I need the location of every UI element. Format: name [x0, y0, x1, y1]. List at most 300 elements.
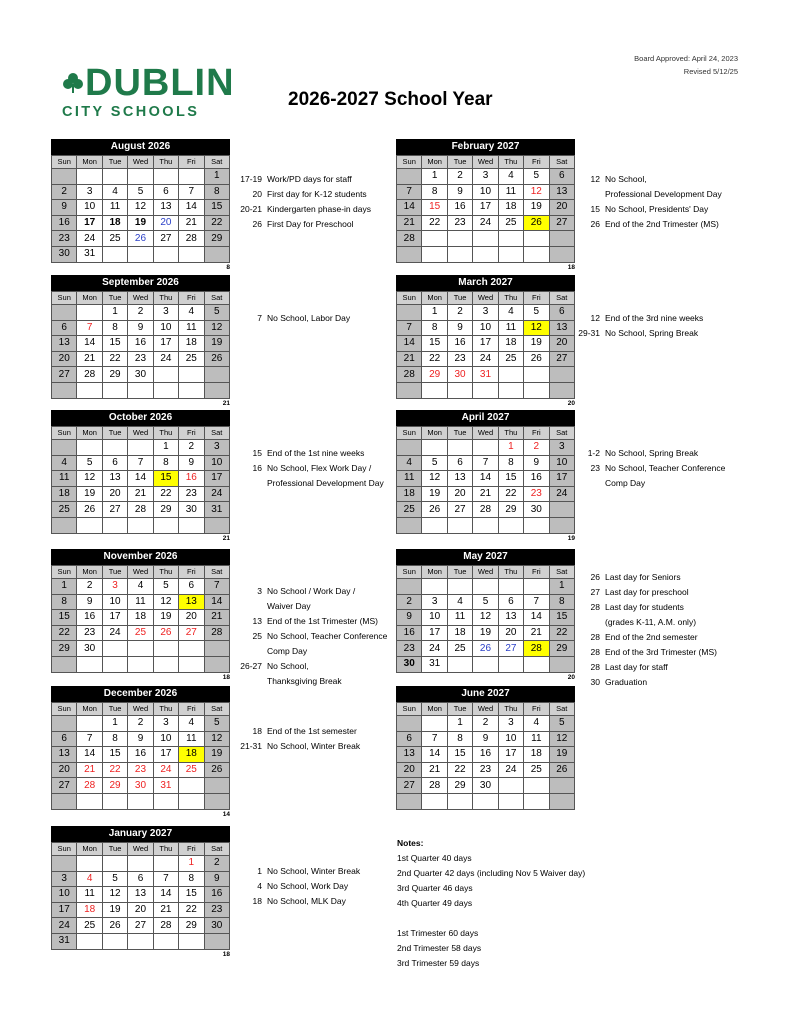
event-description: End of the 3rd nine weeks: [605, 313, 704, 323]
weekday-header: Fri: [179, 566, 204, 579]
day-cell: 6: [549, 169, 574, 185]
event-date: 26: [252, 219, 262, 229]
day-cell: 8: [549, 594, 574, 610]
day-cell: 2: [77, 579, 102, 595]
day-cell: [204, 793, 229, 809]
day-cell: [179, 656, 204, 672]
day-cell: 5: [204, 305, 229, 321]
event-date: 29-31: [578, 328, 600, 338]
week-row: [52, 184, 230, 200]
day-cell: 2: [128, 716, 153, 732]
weekday-header: Sat: [204, 292, 229, 305]
weekday-header: Sat: [204, 566, 229, 579]
day-cell: 1: [179, 856, 204, 872]
event-item: [578, 570, 717, 585]
day-cell: 31: [422, 656, 447, 672]
weekday-header: Mon: [77, 292, 102, 305]
weekday-header: Thu: [153, 703, 178, 716]
note-line: 1st Trimester 60 days: [397, 928, 479, 938]
day-cell: 10: [422, 610, 447, 626]
day-cell: 13: [179, 594, 204, 610]
notes-heading: Notes:: [397, 838, 424, 848]
day-cell: 24: [498, 762, 523, 778]
school-day-count: 18: [567, 263, 575, 271]
day-cell: 4: [102, 184, 127, 200]
day-cell: [153, 933, 178, 949]
day-cell: 14: [473, 471, 498, 487]
day-cell: [473, 382, 498, 398]
day-cell: 29: [204, 231, 229, 247]
day-cell: [422, 517, 447, 533]
day-cell: 31: [153, 778, 178, 794]
day-cell: 2: [52, 184, 77, 200]
week-row: [397, 169, 575, 185]
day-cell: 9: [447, 320, 472, 336]
day-cell: 20: [153, 215, 178, 231]
day-cell: 17: [549, 471, 574, 487]
day-cell: 1: [422, 305, 447, 321]
week-row: [52, 382, 230, 398]
week-row: [52, 902, 230, 918]
day-cell: 27: [498, 641, 523, 657]
day-cell: 16: [524, 471, 549, 487]
day-cell: 15: [179, 887, 204, 903]
event-description: Professional Development Day: [605, 189, 722, 199]
day-cell: 11: [52, 471, 77, 487]
day-cell: 30: [179, 502, 204, 518]
day-cell: 24: [153, 762, 178, 778]
day-cell: [153, 517, 178, 533]
day-cell: 6: [397, 731, 422, 747]
day-cell: [524, 517, 549, 533]
day-cell: 7: [128, 455, 153, 471]
day-cell: [153, 856, 178, 872]
day-cell: [204, 656, 229, 672]
day-cell: [549, 502, 574, 518]
weekday-header: Wed: [128, 843, 153, 856]
day-cell: 29: [52, 641, 77, 657]
day-cell: 1: [549, 579, 574, 595]
note-line: 3rd Trimester 59 days: [397, 958, 480, 968]
month-calendar: [396, 275, 575, 407]
day-cell: [179, 793, 204, 809]
day-cell: 11: [77, 887, 102, 903]
day-cell: 22: [102, 762, 127, 778]
event-description: No School, Spring Break: [605, 328, 699, 338]
week-row: [52, 320, 230, 336]
day-cell: 21: [179, 215, 204, 231]
day-cell: 23: [128, 762, 153, 778]
day-cell: 13: [102, 471, 127, 487]
weekday-header: Fri: [179, 703, 204, 716]
day-cell: [473, 246, 498, 262]
month-title: May 2027: [396, 549, 575, 565]
event-item: [234, 446, 384, 461]
day-cell: 8: [498, 455, 523, 471]
day-cell: 14: [77, 747, 102, 763]
school-day-count: 18: [222, 950, 230, 958]
day-cell: 25: [498, 351, 523, 367]
day-cell: 3: [204, 440, 229, 456]
day-cell: 6: [498, 594, 523, 610]
day-cell: 14: [397, 336, 422, 352]
day-cell: 5: [153, 579, 178, 595]
day-cell: 14: [77, 336, 102, 352]
event-date: 18: [252, 896, 262, 906]
week-row: [52, 471, 230, 487]
week-row: [52, 594, 230, 610]
week-row: [52, 887, 230, 903]
day-cell: 1: [422, 169, 447, 185]
weekday-header: Sun: [397, 156, 422, 169]
day-cell: 22: [204, 215, 229, 231]
week-row: [397, 747, 575, 763]
day-cell: 26: [153, 625, 178, 641]
event-item: [578, 446, 725, 461]
month-calendar: [396, 410, 575, 542]
day-cell: 1: [204, 169, 229, 185]
weekday-header: Thu: [498, 156, 523, 169]
day-cell: [524, 579, 549, 595]
month-title: December 2026: [51, 686, 230, 702]
day-cell: 31: [52, 933, 77, 949]
day-cell: 25: [128, 625, 153, 641]
event-date: 26-27: [240, 661, 262, 671]
day-cell: 30: [524, 502, 549, 518]
day-cell: [498, 231, 523, 247]
day-cell: [52, 169, 77, 185]
week-row: [397, 471, 575, 487]
day-cell: [128, 656, 153, 672]
day-cell: 23: [179, 486, 204, 502]
event-item: [234, 739, 360, 754]
event-item: [578, 660, 717, 675]
day-cell: 12: [524, 320, 549, 336]
day-cell: [524, 231, 549, 247]
day-cell: 8: [52, 594, 77, 610]
weekday-header: Mon: [77, 843, 102, 856]
weekday-header: Wed: [128, 427, 153, 440]
weekday-header: Sat: [549, 703, 574, 716]
day-cell: 6: [153, 184, 178, 200]
day-cell: 29: [102, 778, 127, 794]
day-cell: 14: [153, 887, 178, 903]
event-item: [578, 461, 725, 476]
day-cell: 16: [128, 336, 153, 352]
day-cell: [128, 856, 153, 872]
weekday-header: Sun: [52, 703, 77, 716]
event-item: [578, 476, 725, 491]
day-cell: 14: [524, 610, 549, 626]
day-cell: 9: [473, 731, 498, 747]
weekday-header: Tue: [102, 292, 127, 305]
week-row: [52, 440, 230, 456]
week-row: [52, 200, 230, 216]
month-calendar: [51, 275, 230, 407]
event-description: No School, MLK Day: [267, 896, 346, 906]
event-date: 17-19: [240, 174, 262, 184]
weekday-header: Wed: [473, 703, 498, 716]
day-cell: 19: [549, 747, 574, 763]
day-cell: [498, 656, 523, 672]
day-cell: [102, 641, 127, 657]
day-cell: 1: [102, 716, 127, 732]
day-cell: 17: [473, 336, 498, 352]
day-cell: 11: [447, 610, 472, 626]
week-row: [52, 762, 230, 778]
day-cell: 30: [204, 918, 229, 934]
day-cell: 2: [128, 305, 153, 321]
day-cell: 6: [549, 305, 574, 321]
day-cell: 29: [179, 918, 204, 934]
day-cell: 18: [52, 486, 77, 502]
day-cell: 16: [179, 471, 204, 487]
day-cell: [77, 517, 102, 533]
day-cell: 3: [153, 716, 178, 732]
weekday-header: Fri: [524, 566, 549, 579]
event-date: 7: [257, 313, 262, 323]
weekday-header: Thu: [498, 427, 523, 440]
weekday-header: Fri: [524, 156, 549, 169]
week-row: [397, 610, 575, 626]
day-cell: 13: [52, 747, 77, 763]
week-row: [52, 579, 230, 595]
day-cell: 3: [102, 579, 127, 595]
week-row: [52, 486, 230, 502]
event-item: [234, 614, 387, 629]
day-cell: 30: [77, 641, 102, 657]
day-cell: [397, 382, 422, 398]
event-list: [578, 172, 722, 232]
day-cell: 19: [77, 486, 102, 502]
month-title: January 2027: [51, 826, 230, 842]
month-calendar: [396, 549, 575, 681]
weekday-header: Tue: [447, 292, 472, 305]
day-cell: 10: [549, 455, 574, 471]
day-cell: 28: [77, 778, 102, 794]
approval-info: [634, 52, 738, 78]
day-cell: 16: [77, 610, 102, 626]
day-cell: [549, 367, 574, 383]
day-cell: 9: [447, 184, 472, 200]
day-cell: 22: [179, 902, 204, 918]
weekday-header: Tue: [102, 427, 127, 440]
week-row: [397, 594, 575, 610]
event-description: Last day for students: [605, 602, 684, 612]
weekday-header: Thu: [153, 843, 178, 856]
day-cell: [422, 440, 447, 456]
day-cell: 28: [179, 231, 204, 247]
week-row: [397, 215, 575, 231]
day-cell: 17: [52, 902, 77, 918]
day-cell: 11: [524, 731, 549, 747]
day-cell: 19: [204, 747, 229, 763]
day-cell: 10: [498, 731, 523, 747]
event-item: [578, 172, 722, 187]
day-cell: 24: [102, 625, 127, 641]
day-cell: 24: [549, 486, 574, 502]
weekday-header: Sun: [52, 427, 77, 440]
day-cell: 15: [102, 336, 127, 352]
day-cell: 20: [498, 625, 523, 641]
day-cell: 16: [204, 887, 229, 903]
event-item: [234, 202, 371, 217]
week-row: [52, 918, 230, 934]
day-cell: 10: [473, 184, 498, 200]
day-cell: 22: [447, 762, 472, 778]
day-cell: 27: [447, 502, 472, 518]
day-cell: 23: [52, 231, 77, 247]
month-title: April 2027: [396, 410, 575, 426]
day-cell: 16: [447, 336, 472, 352]
weekday-header: Fri: [524, 427, 549, 440]
day-cell: 11: [397, 471, 422, 487]
day-cell: [153, 367, 178, 383]
logo-main-text: [62, 62, 235, 104]
day-cell: [179, 382, 204, 398]
week-row: [397, 502, 575, 518]
event-description: No School, Winter Break: [267, 741, 361, 751]
weekday-header: Thu: [498, 703, 523, 716]
day-cell: 17: [204, 471, 229, 487]
event-description: Last day for staff: [605, 662, 668, 672]
week-row: [397, 716, 575, 732]
week-row: [397, 440, 575, 456]
day-cell: 25: [397, 502, 422, 518]
day-cell: [52, 793, 77, 809]
day-cell: 9: [128, 320, 153, 336]
day-cell: 24: [204, 486, 229, 502]
day-cell: 20: [179, 610, 204, 626]
day-cell: 25: [498, 215, 523, 231]
day-cell: 9: [128, 731, 153, 747]
day-cell: [447, 231, 472, 247]
day-cell: 24: [473, 215, 498, 231]
weekday-header: Wed: [128, 703, 153, 716]
day-cell: [447, 246, 472, 262]
month-calendar: [51, 549, 230, 681]
day-cell: 13: [153, 200, 178, 216]
day-cell: [498, 579, 523, 595]
day-cell: 24: [52, 918, 77, 934]
day-cell: 12: [204, 320, 229, 336]
day-cell: 8: [102, 320, 127, 336]
day-cell: 23: [447, 215, 472, 231]
day-cell: 13: [549, 320, 574, 336]
event-item: [578, 187, 722, 202]
weekday-header: Wed: [128, 566, 153, 579]
school-day-count: 14: [222, 810, 230, 818]
day-cell: 8: [179, 871, 204, 887]
event-date: 28: [590, 602, 600, 612]
day-cell: 12: [77, 471, 102, 487]
day-cell: [524, 382, 549, 398]
day-cell: [128, 382, 153, 398]
day-cell: [153, 169, 178, 185]
weekday-header: Thu: [153, 566, 178, 579]
day-cell: 15: [204, 200, 229, 216]
day-cell: 21: [397, 215, 422, 231]
day-cell: 28: [204, 625, 229, 641]
event-date: 25: [252, 631, 262, 641]
day-cell: [473, 793, 498, 809]
day-cell: 19: [153, 610, 178, 626]
day-cell: 26: [204, 351, 229, 367]
day-cell: 27: [52, 367, 77, 383]
event-date: 15: [590, 204, 600, 214]
weekday-header: Sun: [52, 292, 77, 305]
week-row: [397, 231, 575, 247]
day-cell: 4: [179, 305, 204, 321]
day-cell: [128, 933, 153, 949]
day-cell: [204, 778, 229, 794]
day-cell: [102, 517, 127, 533]
day-cell: 2: [447, 305, 472, 321]
school-day-count: 20: [567, 399, 575, 407]
event-date: 21-31: [240, 741, 262, 751]
day-cell: [102, 656, 127, 672]
weekday-header: Mon: [422, 427, 447, 440]
day-cell: [422, 793, 447, 809]
day-cell: 1: [447, 716, 472, 732]
day-cell: [179, 169, 204, 185]
weekday-header: Tue: [447, 156, 472, 169]
day-cell: [524, 656, 549, 672]
event-item: [578, 326, 703, 341]
school-day-count: 21: [222, 534, 230, 542]
weekday-header: Sun: [397, 566, 422, 579]
day-cell: [179, 778, 204, 794]
event-description: No School, Flex Work Day /: [267, 463, 372, 473]
day-cell: 17: [153, 747, 178, 763]
weekday-header: Tue: [102, 156, 127, 169]
event-description: Thanksgiving Break: [267, 676, 342, 686]
week-row: [52, 933, 230, 949]
day-cell: 21: [397, 351, 422, 367]
day-cell: 5: [77, 455, 102, 471]
week-row: [52, 656, 230, 672]
day-cell: 17: [422, 625, 447, 641]
event-item: [234, 879, 360, 894]
day-cell: 10: [153, 731, 178, 747]
day-cell: 19: [422, 486, 447, 502]
day-cell: [447, 579, 472, 595]
event-description: No School / Work Day /: [267, 586, 356, 596]
school-day-count: 19: [567, 534, 575, 542]
day-cell: [102, 793, 127, 809]
day-cell: 12: [473, 610, 498, 626]
day-cell: [549, 382, 574, 398]
day-cell: 27: [179, 625, 204, 641]
day-cell: 10: [473, 320, 498, 336]
weekday-header: Sun: [52, 156, 77, 169]
day-cell: [179, 641, 204, 657]
day-cell: 5: [422, 455, 447, 471]
day-cell: 18: [524, 747, 549, 763]
event-description: Last day for Seniors: [605, 572, 681, 582]
day-cell: [52, 440, 77, 456]
week-row: [397, 579, 575, 595]
week-row: [397, 455, 575, 471]
event-date: 28: [590, 632, 600, 642]
day-cell: 4: [498, 305, 523, 321]
event-description: First day for K-12 students: [267, 189, 367, 199]
weekday-header: Thu: [153, 427, 178, 440]
day-cell: 22: [422, 215, 447, 231]
day-cell: 17: [77, 215, 102, 231]
day-cell: [128, 641, 153, 657]
district-logo: [62, 62, 235, 122]
